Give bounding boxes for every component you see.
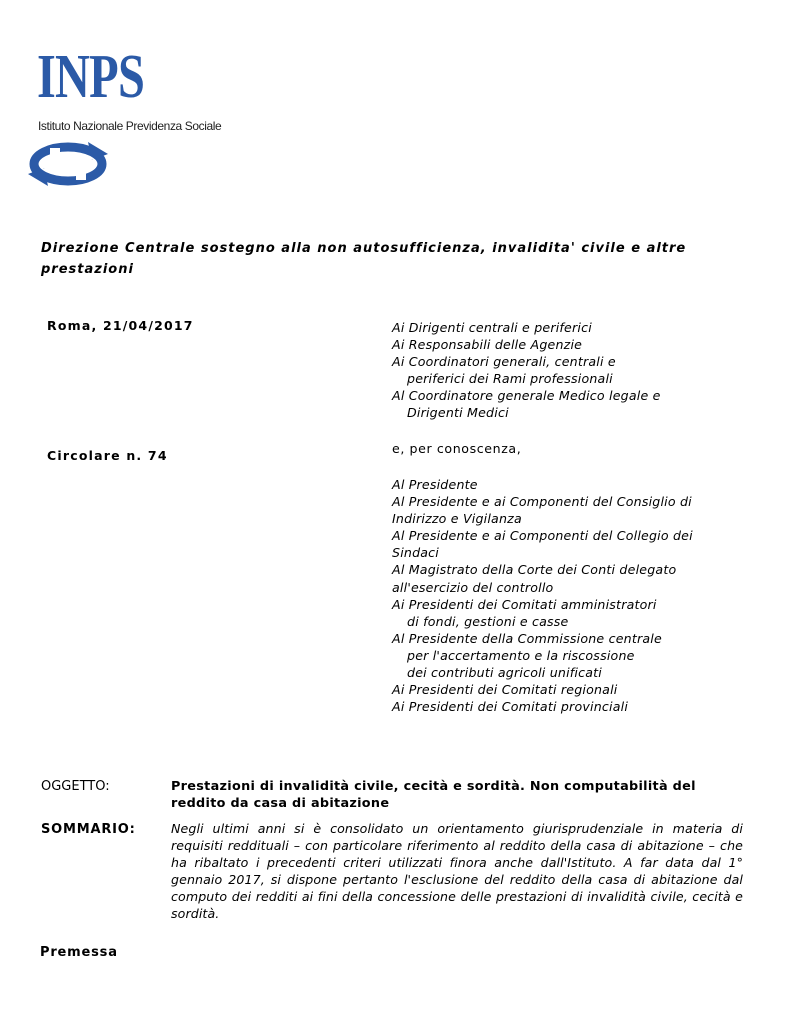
circular-number: Circolare n. 74: [47, 448, 168, 463]
cc-recipient-line: Al Presidente: [392, 477, 478, 492]
cc-recipient-line: Ai Presidenti dei Comitati amministratori: [392, 596, 657, 612]
recipient-line: periferici dei Rami professionali: [407, 371, 613, 387]
cc-recipient-line: Sindaci: [392, 545, 440, 561]
subject-text: Prestazioni di invalidità civile, cecità e sordità. Non computabilità del reddito da casa di abitazione: [171, 779, 696, 811]
cc-recipients-list: [392, 476, 752, 715]
cc-recipient-line: per l'accertamento e la riscossione: [407, 647, 635, 663]
cc-recipient-line: di fondi, gestioni e casse: [407, 613, 569, 629]
subject-label: OGGETTO:: [41, 779, 110, 794]
recipients-list: [392, 319, 752, 422]
cc-recipient-line: Al Magistrato della Corte dei Conti delegato: [392, 562, 677, 578]
cc-recipient-line: Al Presidente della Commissione centrale: [392, 630, 662, 646]
cc-intro: e, per conoscenza,: [392, 441, 522, 456]
cc-recipient-line: Ai Presidenti dei Comitati provinciali: [392, 699, 629, 715]
issuing-direction: Direzione Centrale sostegno alla non autosufficienza, invalidita' civile e altre prestazioni: [41, 241, 687, 277]
recipient-line: Al Coordinatore generale Medico legale e: [392, 388, 661, 404]
inps-logo: [28, 43, 258, 193]
section-heading-premessa: Premessa: [40, 945, 118, 960]
cc-recipient-line: dei contributi agricoli unificati: [407, 665, 602, 681]
cc-recipient-line: Al Presidente e ai Componenti del Collegio dei: [392, 528, 693, 544]
logo-wordmark: INPS: [37, 43, 145, 111]
logo-subtitle: Istituto Nazionale Previdenza Sociale: [38, 119, 222, 133]
recipient-line: Ai Coordinatori generali, centrali e: [392, 354, 616, 370]
cc-recipient-line: Indirizzo e Vigilanza: [392, 511, 522, 527]
summary-text: Negli ultimi anni si è consolidato un orientamento giurisprudenziale in materia di requisiti reddituali – con particolare riferimento al reddito della casa di abitazione – che ha ribaltato i precedenti criteri utilizzati finora anche dall'Istituto. A far data dal 1° gennaio 2017, si dispone pertanto l'esclusione del reddito della casa di abitazione dal computo dei redditi ai fini della concessione delle prestazioni di invalidità civile, cecità e sordità.: [171, 821, 743, 921]
summary-label: SOMMARIO:: [41, 822, 136, 837]
cc-recipient-line: Al Presidente e ai Componenti del Consiglio di: [392, 494, 692, 510]
document-date: Roma, 21/04/2017: [47, 318, 194, 333]
recipient-line: Ai Responsabili delle Agenzie: [392, 337, 583, 353]
cc-recipient-line: all'esercizio del controllo: [392, 579, 554, 595]
recipient-line: Dirigenti Medici: [407, 405, 509, 421]
recipient-line: Ai Dirigenti centrali e periferici: [392, 320, 592, 335]
cc-recipient-line: Ai Presidenti dei Comitati regionali: [392, 682, 618, 698]
logo-arrows-icon: [28, 138, 112, 190]
